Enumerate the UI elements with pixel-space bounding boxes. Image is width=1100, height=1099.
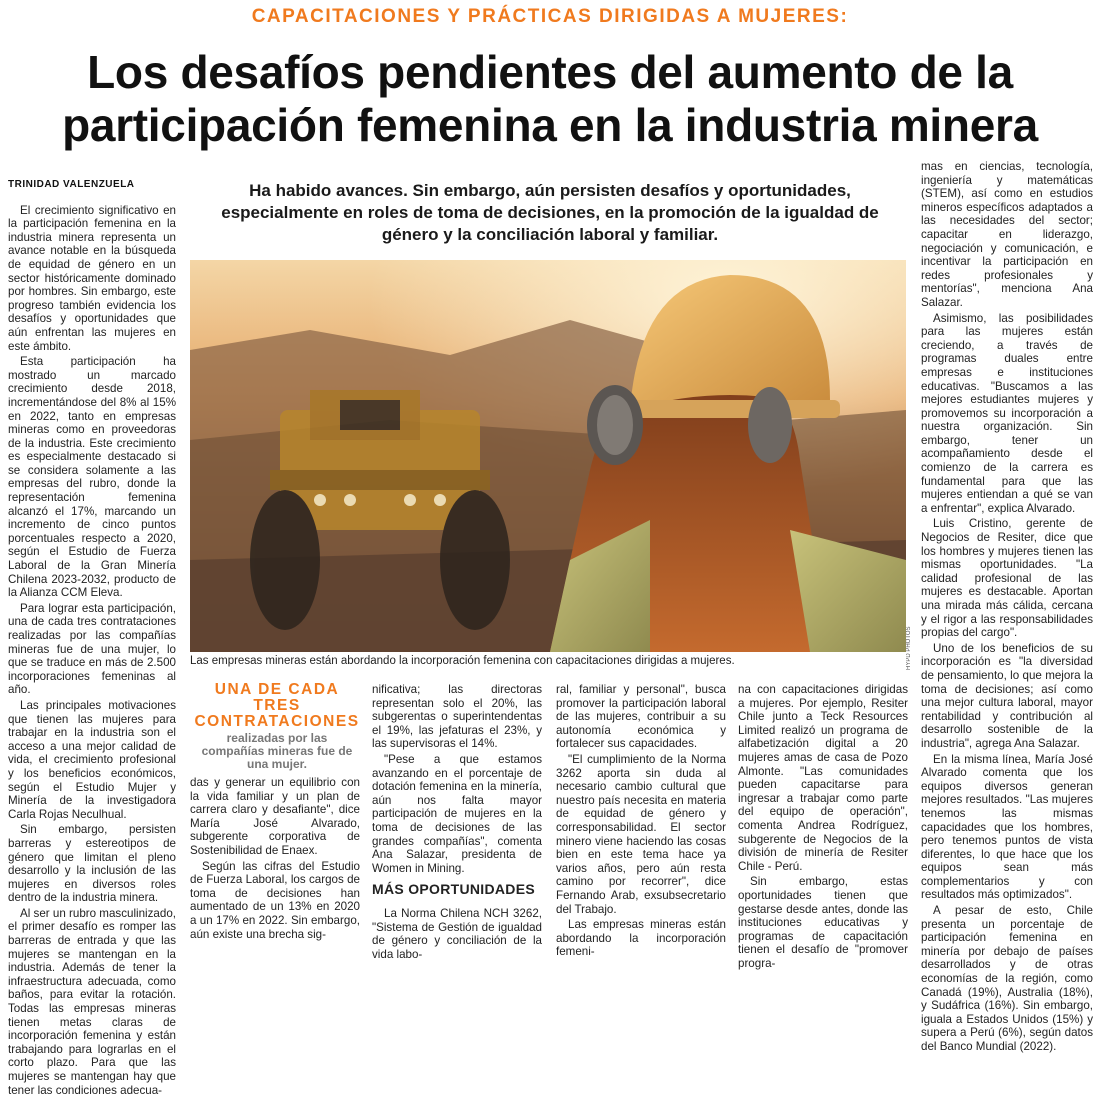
paragraph: Esta participación ha mostrado un marcado crecimiento desde 2018, incrementándose del 8% al 15% en 2022, tanto en empresas mineras como en proveedoras de la industria. Este crecimiento es especialmente destacado si se considera solamente a las empresas del rubro, donde la representación femenina alcanzó el 17%, marcando un incremento de cinco puntos porcentuales respecto a 2020, según el Estudio de Fuerza Laboral de la Gran Minería Chilena 2023-2032, producto de la Alianza CCM Eleva. [8,355,176,600]
byline: TRINIDAD VALENZUELA [8,179,135,190]
paragraph: La Norma Chilena NCH 3262, "Sistema de Gestión de igualdad de género y conciliación de la vida labo- [372,906,542,961]
column-6 [921,160,1093,1056]
column-4 [556,683,726,961]
paragraph: En la misma línea, María José Alvarado comenta que los equipos diversos generan mejores resultados. "Las mujeres tenemos las mismas capacidades que los hombres, pero tenemos puntos de vista diferentes, lo que hace que los equipos sean más complementarios y con resultados más optimizados". [921,752,1093,902]
pull-quote [194,682,360,771]
paragraph: Según las cifras del Estudio de Fuerza Laboral, los cargos de toma de decisiones han aumentado de un 13% en 2020 a un 17% en 2022. Sin embargo, aún existe una brecha sig- [190,859,360,941]
column-3 [372,683,542,963]
headline-line-1: Los desafíos pendientes del aumento de la [87,46,1013,98]
column-1 [8,178,176,1099]
headline [10,46,1090,152]
photo-illustration [190,260,906,652]
paragraph: A pesar de esto, Chile presenta un porcentaje de participación femenina en minería por debajo de países desarrollados y de otras economías de la región, como Canadá (19%), Australia (18%), y Sudáfrica (16%). Sin embargo, iguala a Estados Unidos (15%) y supera a Perú (6%), según datos del Banco Mundial (2022). [921,904,1093,1053]
paragraph: Luis Cristino, gerente de Negocios de Resiter, dice que los hombres y mujeres tienen las mismas oportunidades. "La calidad profesional de las mujeres es destacable. Aportan una mirada más cálida, cercana y el rigor a las responsabilidades propias del cargo". [921,517,1093,640]
paragraph: na con capacitaciones dirigidas a mujeres. Por ejemplo, Resiter Chile junto a Teck Resources Limited realizó un programa de alfabetización digital a 20 mujeres amas de casa de Pozo Almonte. "Las comunidades pueden capacitarse para ingresar a trabajar como parte del equipo de operación", comenta Andrea Rodríguez, subgerente de Negocios de la división de minería de Resiter Chile - Perú. [738,683,908,873]
headline-line-2: participación femenina en la industria minera [62,99,1038,151]
paragraph: das y generar un equilibrio con la vida familiar y un plan de carrera claro y desafiante", dice María José Alvarado, subgerente corporativa de Sostenibilidad de Enaex. [190,776,360,857]
subhead: MÁS OPORTUNIDADES [372,881,535,898]
paragraph: El crecimiento significativo en la participación femenina en la industria minera representa un avance notable en la búsqueda de equidad de género en un sector históricamente dominado por hombres. Sin embargo, este progreso también evidencia los desafíos y oportunidades que aún enfrentan las mujeres en este ámbito. [8,203,176,353]
paragraph: ral, familiar y personal", busca promover la participación laboral de las mujeres, contribuir a su autonomía económica y fortalecer sus capacidades. [556,683,726,751]
paragraph: Asimismo, las posibilidades para las mujeres están creciendo, a través de programas duales entre empresas e instituciones educativas. "Buscamos a las mejores estudiantes mujeres y promovemos su incorporación a nuestra organización. Sin embargo, tener un acompañamiento desde el comienzo de la carrera es fundamental para que las mujeres entiendan a qué se van a enfrentar", explica Alvarado. [921,311,1093,515]
paragraph: nificativa; las directoras representan solo el 20%, las subgerentas o superintendentas el 19%, las jefaturas el 23%, y las supervisoras el 14%. [372,683,542,751]
photo-credit: HYPD PHOTOS [906,626,912,670]
paragraph: Al ser un rubro masculinizado, el primer desafío es romper las barreras de entrada y que las mujeres se mantengan en la industria. Además de tener la infraestructura adecuada, como baños, para evitar la rotación. Todas las empresas mineras tienen metas claras de incorporación femenina y están trabajando para lograrlas en el corto plazo. Para que las mujeres se mantengan hay que tener las condiciones adecua- [8,906,176,1097]
deck: Ha habido avances. Sin embargo, aún persisten desafíos y oportunidades, especialmente en roles de toma de decisiones, en la promoción de la igualdad de género y la conciliación laboral y familiar. [221,181,879,244]
pull-quote-line-2: CONTRATACIONES [194,713,360,730]
photo [190,260,906,652]
paragraph: Las principales motivaciones que tienen las mujeres para trabajar en la industria son el acceso a una mejor calidad de vida, el crecimiento profesional y los beneficios económicos, según el Estudio Mujer y Minería de la investigadora Carla Rojas Neculhual. [8,698,176,821]
column-2 [190,776,360,943]
paragraph: Uno de los beneficios de su incorporación es "la diversidad de pensamiento, lo que mejora la toma de decisiones; así como una mejor cultura laboral, mayor rentabilidad y contribución al desarrollo sostenible de la industria", agrega Ana Salazar. [921,641,1093,750]
paragraph: "El cumplimiento de la Norma 3262 aporta sin duda al necesario cambio cultural que nuestro país necesita en materia de equidad de género y corresponsabilidad. El sector minero viene haciendo las cosas bien en este tema hace ya varios años, pero aún resta camino por recorrer", dice Fernando Arab, exsubsecretario del Trabajo. [556,752,726,916]
paragraph: Las empresas mineras están abordando la incorporación femeni- [556,918,726,959]
column-5 [738,683,908,972]
paragraph: mas en ciencias, tecnología, ingeniería y matemáticas (STEM), así como en estudios mineros específicos adaptados a las necesidades del sector; capacitar en liderazgo, negociación y comunicación, e incentivar la participación en redes profesionales y mentorías", menciona Ana Salazar. [921,160,1093,309]
paragraph: "Pese a que estamos avanzando en el porcentaje de dotación femenina en la minería, aún nos falta mayor participación de mujeres en la toma de decisiones de las grandes compañías", comenta Ana Salazar, presidenta de Women in Mining. [372,752,542,875]
kicker: CAPACITACIONES Y PRÁCTICAS DIRIGIDAS A MUJERES: [251,6,849,27]
pull-quote-line-1: UNA DE CADA TRES [214,681,340,714]
photo-caption: Las empresas mineras están abordando la incorporación femenina con capacitaciones dirigidas a mujeres. [190,655,735,667]
paragraph: Para lograr esta participación, una de cada tres contrataciones realizadas por las compañías mineras fue de una mujer, lo que se traduce en más de 2.500 incorporaciones femeninas al año. [8,601,176,697]
paragraph: Sin embargo, estas oportunidades tienen que gestarse desde antes, donde las instituciones educativas y programas de capacitación tienen el desafío de "promover progra- [738,875,908,970]
pull-quote-subtext: realizadas por las compañías mineras fue de una mujer. [201,731,353,771]
paragraph: Sin embargo, persisten barreras y estereotipos de género que limitan el pleno desarrollo y la inclusión de las mujeres en diversos roles dentro de la industria minera. [8,823,176,905]
